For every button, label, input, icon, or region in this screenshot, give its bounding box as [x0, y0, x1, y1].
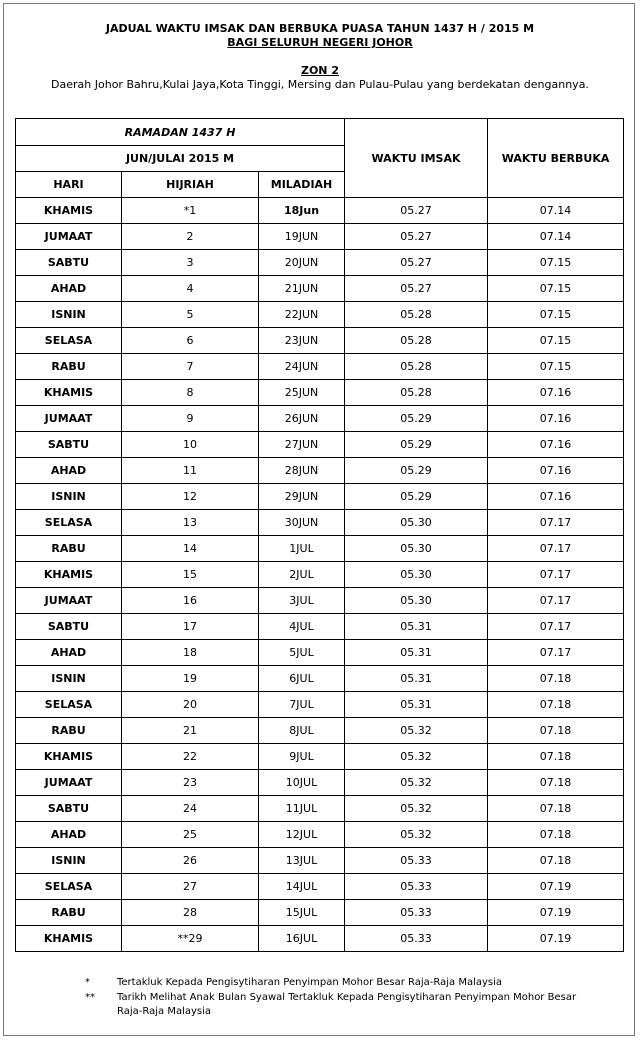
- hijriah-cell: 20: [122, 692, 259, 718]
- miladiah-cell: 3JUL: [259, 588, 345, 614]
- berbuka-time-cell: 07.15: [488, 328, 624, 354]
- footnote-1-mark: *: [85, 977, 90, 988]
- imsak-time-cell: 05.30: [345, 562, 488, 588]
- berbuka-time-cell: 07.19: [488, 874, 624, 900]
- footnote-2-mark: **: [85, 992, 95, 1003]
- miladiah-cell: 28JUN: [259, 458, 345, 484]
- miladiah-cell: 22JUN: [259, 302, 345, 328]
- table-row: [16, 848, 624, 874]
- hijriah-cell: 10: [122, 432, 259, 458]
- berbuka-time-cell: 07.15: [488, 354, 624, 380]
- hijriah-cell: 6: [122, 328, 259, 354]
- berbuka-time-cell: 07.16: [488, 406, 624, 432]
- table-row: [16, 640, 624, 666]
- miladiah-cell: 2JUL: [259, 562, 345, 588]
- hijriah-cell: 24: [122, 796, 259, 822]
- hijriah-cell: 4: [122, 276, 259, 302]
- miladiah-cell: 4JUL: [259, 614, 345, 640]
- table-row: [16, 588, 624, 614]
- berbuka-time-cell: 07.17: [488, 640, 624, 666]
- day-cell: JUMAAT: [16, 406, 122, 432]
- hijriah-cell: 22: [122, 744, 259, 770]
- footnote-2-continuation: Raja-Raja Malaysia: [117, 1006, 212, 1017]
- hijriah-cell: 27: [122, 874, 259, 900]
- berbuka-time-cell: 07.16: [488, 432, 624, 458]
- day-cell: KHAMIS: [16, 926, 122, 952]
- hijriah-cell: 21: [122, 718, 259, 744]
- day-cell: SELASA: [16, 328, 122, 354]
- imsak-time-cell: 05.29: [345, 458, 488, 484]
- berbuka-time-cell: 07.17: [488, 562, 624, 588]
- berbuka-time-cell: 07.17: [488, 510, 624, 536]
- table-row: [16, 328, 624, 354]
- hijriah-column-header: HIJRIAH: [122, 172, 259, 198]
- miladiah-cell: 10JUL: [259, 770, 345, 796]
- hijriah-cell: 5: [122, 302, 259, 328]
- hijriah-cell: 26: [122, 848, 259, 874]
- imsak-time-cell: 05.27: [345, 276, 488, 302]
- imsak-time-cell: 05.28: [345, 354, 488, 380]
- imsak-time-cell: 05.32: [345, 796, 488, 822]
- berbuka-time-cell: 07.18: [488, 692, 624, 718]
- miladiah-cell: 24JUN: [259, 354, 345, 380]
- berbuka-time-cell: 07.14: [488, 198, 624, 224]
- berbuka-time-cell: 07.15: [488, 250, 624, 276]
- berbuka-time-cell: 07.15: [488, 276, 624, 302]
- ramadan-header: RAMADAN 1437 H: [16, 119, 345, 146]
- table-row: [16, 614, 624, 640]
- imsak-time-cell: 05.31: [345, 692, 488, 718]
- day-cell: SABTU: [16, 432, 122, 458]
- hijriah-cell: 13: [122, 510, 259, 536]
- footnote-2-text: Tarikh Melihat Anak Bulan Syawal Tertakluk Kepada Pengisytiharan Penyimpan Mohor Besar: [117, 992, 577, 1003]
- hijriah-cell: **29: [122, 926, 259, 952]
- day-cell: AHAD: [16, 276, 122, 302]
- hijriah-cell: 25: [122, 822, 259, 848]
- berbuka-time-cell: 07.18: [488, 796, 624, 822]
- day-cell: ISNIN: [16, 666, 122, 692]
- day-cell: JUMAAT: [16, 224, 122, 250]
- day-cell: JUMAAT: [16, 770, 122, 796]
- hijriah-cell: 15: [122, 562, 259, 588]
- table-row: [16, 276, 624, 302]
- imsak-time-cell: 05.27: [345, 250, 488, 276]
- berbuka-time-cell: 07.16: [488, 458, 624, 484]
- imsak-column-header: WAKTU IMSAK: [345, 119, 488, 198]
- day-cell: SELASA: [16, 692, 122, 718]
- berbuka-time-cell: 07.18: [488, 744, 624, 770]
- day-cell: ISNIN: [16, 484, 122, 510]
- imsak-time-cell: 05.28: [345, 328, 488, 354]
- imsak-time-cell: 05.27: [345, 224, 488, 250]
- day-cell: KHAMIS: [16, 198, 122, 224]
- day-cell: SABTU: [16, 614, 122, 640]
- berbuka-time-cell: 07.19: [488, 900, 624, 926]
- imsak-time-cell: 05.31: [345, 640, 488, 666]
- imsak-time-cell: 05.27: [345, 198, 488, 224]
- footnote-1: [85, 977, 502, 988]
- miladiah-cell: 8JUL: [259, 718, 345, 744]
- berbuka-time-cell: 07.17: [488, 588, 624, 614]
- table-row: [16, 406, 624, 432]
- table-row: [16, 250, 624, 276]
- hijriah-cell: 28: [122, 900, 259, 926]
- berbuka-time-cell: 07.17: [488, 536, 624, 562]
- miladiah-cell: 5JUL: [259, 640, 345, 666]
- day-cell: RABU: [16, 536, 122, 562]
- table-row: [16, 458, 624, 484]
- hijriah-cell: 12: [122, 484, 259, 510]
- miladiah-cell: 6JUL: [259, 666, 345, 692]
- miladiah-cell: 13JUL: [259, 848, 345, 874]
- hijriah-cell: 23: [122, 770, 259, 796]
- hijriah-cell: 2: [122, 224, 259, 250]
- hijriah-cell: 9: [122, 406, 259, 432]
- miladiah-cell: 11JUL: [259, 796, 345, 822]
- table-row: [16, 926, 624, 952]
- imsak-time-cell: 05.32: [345, 770, 488, 796]
- table-row: [16, 354, 624, 380]
- table-row: [16, 536, 624, 562]
- hijriah-cell: 16: [122, 588, 259, 614]
- day-cell: SELASA: [16, 874, 122, 900]
- table-row: [16, 666, 624, 692]
- day-cell: AHAD: [16, 458, 122, 484]
- table-row: [16, 432, 624, 458]
- miladiah-cell: 30JUN: [259, 510, 345, 536]
- month-header: JUN/JULAI 2015 M: [16, 146, 345, 172]
- miladiah-cell: 7JUL: [259, 692, 345, 718]
- imsak-time-cell: 05.28: [345, 380, 488, 406]
- day-cell: RABU: [16, 900, 122, 926]
- miladiah-cell: 20JUN: [259, 250, 345, 276]
- imsak-time-cell: 05.30: [345, 588, 488, 614]
- miladiah-cell: 19JUN: [259, 224, 345, 250]
- page-subtitle: BAGI SELURUH NEGERI JOHOR: [227, 36, 413, 49]
- day-cell: ISNIN: [16, 848, 122, 874]
- miladiah-cell: 12JUL: [259, 822, 345, 848]
- berbuka-time-cell: 07.18: [488, 770, 624, 796]
- berbuka-time-cell: 07.14: [488, 224, 624, 250]
- imsak-time-cell: 05.29: [345, 432, 488, 458]
- table-row: [16, 302, 624, 328]
- table-row: [16, 198, 624, 224]
- imsak-time-cell: 05.33: [345, 926, 488, 952]
- footnote-2: [85, 992, 576, 1003]
- miladiah-cell: 9JUL: [259, 744, 345, 770]
- miladiah-cell: 18Jun: [259, 198, 345, 224]
- day-cell: AHAD: [16, 640, 122, 666]
- miladiah-cell: 29JUN: [259, 484, 345, 510]
- imsak-time-cell: 05.33: [345, 848, 488, 874]
- imsak-time-cell: 05.30: [345, 536, 488, 562]
- miladiah-cell: 23JUN: [259, 328, 345, 354]
- berbuka-time-cell: 07.17: [488, 614, 624, 640]
- day-cell: JUMAAT: [16, 588, 122, 614]
- table-row: [16, 380, 624, 406]
- miladiah-cell: 27JUN: [259, 432, 345, 458]
- table-row: [16, 510, 624, 536]
- hijriah-cell: *1: [122, 198, 259, 224]
- berbuka-time-cell: 07.18: [488, 718, 624, 744]
- hijriah-cell: 19: [122, 666, 259, 692]
- table-row: [16, 224, 624, 250]
- imsak-time-cell: 05.31: [345, 666, 488, 692]
- berbuka-time-cell: 07.16: [488, 484, 624, 510]
- imsak-time-cell: 05.29: [345, 484, 488, 510]
- table-row: [16, 900, 624, 926]
- zone-description: Daerah Johor Bahru,Kulai Jaya,Kota Tinggi, Mersing dan Pulau-Pulau yang berdekatan dengannya.: [51, 78, 589, 91]
- imsak-time-cell: 05.31: [345, 614, 488, 640]
- miladiah-cell: 25JUN: [259, 380, 345, 406]
- schedule-table: [15, 118, 624, 952]
- day-cell: KHAMIS: [16, 562, 122, 588]
- hijriah-cell: 17: [122, 614, 259, 640]
- hijriah-cell: 3: [122, 250, 259, 276]
- miladiah-cell: 16JUL: [259, 926, 345, 952]
- imsak-time-cell: 05.33: [345, 874, 488, 900]
- table-row: [16, 562, 624, 588]
- footnote-1-text: Tertakluk Kepada Pengisytiharan Penyimpan Mohor Besar Raja-Raja Malaysia: [117, 977, 503, 988]
- day-cell: RABU: [16, 718, 122, 744]
- table-row: [16, 484, 624, 510]
- miladiah-cell: 1JUL: [259, 536, 345, 562]
- day-cell: AHAD: [16, 822, 122, 848]
- day-cell: KHAMIS: [16, 380, 122, 406]
- berbuka-time-cell: 07.18: [488, 822, 624, 848]
- imsak-time-cell: 05.32: [345, 822, 488, 848]
- imsak-time-cell: 05.29: [345, 406, 488, 432]
- miladiah-cell: 26JUN: [259, 406, 345, 432]
- table-row: [16, 692, 624, 718]
- day-cell: SABTU: [16, 250, 122, 276]
- berbuka-column-header: WAKTU BERBUKA: [488, 119, 624, 198]
- hijriah-cell: 18: [122, 640, 259, 666]
- berbuka-time-cell: 07.16: [488, 380, 624, 406]
- zone-label: ZON 2: [300, 64, 340, 77]
- day-cell: KHAMIS: [16, 744, 122, 770]
- miladiah-cell: 14JUL: [259, 874, 345, 900]
- imsak-time-cell: 05.32: [345, 744, 488, 770]
- imsak-time-cell: 05.28: [345, 302, 488, 328]
- berbuka-time-cell: 07.19: [488, 926, 624, 952]
- table-row: [16, 718, 624, 744]
- table-row: [16, 822, 624, 848]
- berbuka-time-cell: 07.18: [488, 848, 624, 874]
- miladiah-cell: 21JUN: [259, 276, 345, 302]
- miladiah-column-header: MILADIAH: [259, 172, 345, 198]
- hijriah-cell: 8: [122, 380, 259, 406]
- day-cell: RABU: [16, 354, 122, 380]
- berbuka-time-cell: 07.15: [488, 302, 624, 328]
- imsak-time-cell: 05.32: [345, 718, 488, 744]
- day-cell: ISNIN: [16, 302, 122, 328]
- berbuka-time-cell: 07.18: [488, 666, 624, 692]
- imsak-time-cell: 05.33: [345, 900, 488, 926]
- hari-column-header: HARI: [16, 172, 122, 198]
- page-title: JADUAL WAKTU IMSAK DAN BERBUKA PUASA TAHUN 1437 H / 2015 M: [105, 22, 535, 35]
- miladiah-cell: 15JUL: [259, 900, 345, 926]
- day-cell: SABTU: [16, 796, 122, 822]
- hijriah-cell: 14: [122, 536, 259, 562]
- hijriah-cell: 11: [122, 458, 259, 484]
- day-cell: SELASA: [16, 510, 122, 536]
- imsak-time-cell: 05.30: [345, 510, 488, 536]
- table-row: [16, 874, 624, 900]
- table-row: [16, 796, 624, 822]
- table-row: [16, 744, 624, 770]
- hijriah-cell: 7: [122, 354, 259, 380]
- table-row: [16, 770, 624, 796]
